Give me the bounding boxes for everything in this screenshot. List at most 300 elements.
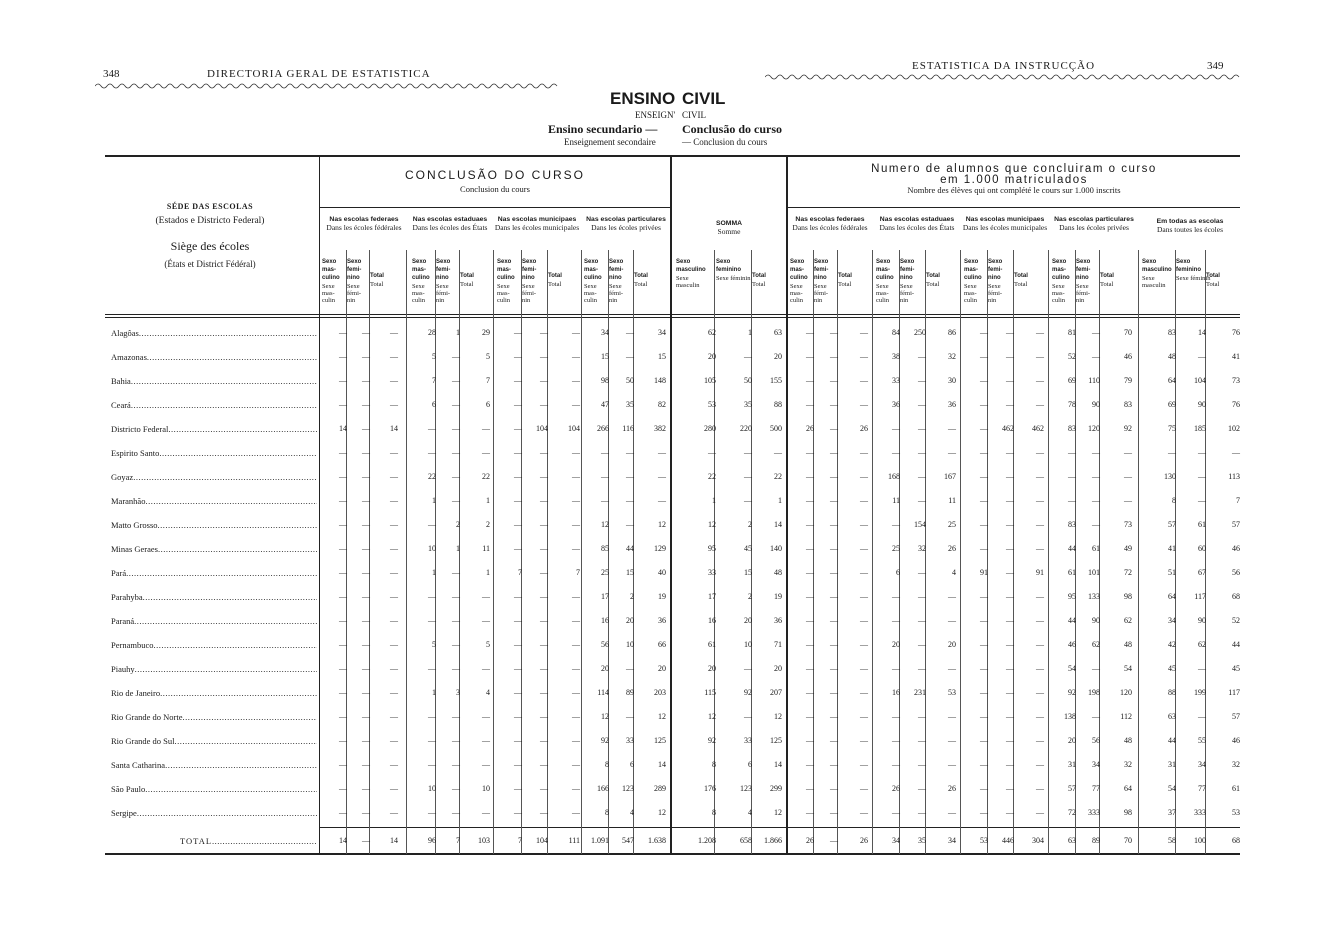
table-cell: 12	[658, 520, 666, 529]
right-group-rule	[786, 207, 1240, 208]
table-cell: —	[1092, 496, 1100, 505]
table-cell: 20	[948, 640, 956, 649]
table-cell: —	[658, 448, 666, 457]
table-cell: —	[572, 352, 580, 361]
table-cell: —	[980, 592, 988, 601]
col-head-total	[370, 272, 392, 288]
state-name	[111, 352, 317, 362]
table-cell: 83	[1068, 520, 1076, 529]
table-cell: —	[514, 352, 522, 361]
table-cell: —	[1036, 520, 1044, 529]
table-cell: —	[806, 544, 814, 553]
table-cell: —	[806, 592, 814, 601]
table-cell: 36	[892, 400, 900, 409]
table-cell: —	[830, 616, 838, 625]
table-cell: —	[339, 616, 347, 625]
table-cell: 76	[1232, 400, 1240, 409]
section-right-title-2: em 1.000 matriculados	[940, 174, 1088, 186]
table-cell: —	[1036, 736, 1044, 745]
state-name-text: Alagôas	[111, 328, 139, 338]
left-page-number: 348	[103, 68, 120, 80]
table-cell: —	[980, 352, 988, 361]
col-head-label-fr: Sexe fémi-nin	[900, 283, 915, 304]
col-head-label-fr: Sexe mas-culin	[876, 283, 889, 304]
table-cell: —	[860, 736, 868, 745]
table-cell: —	[540, 376, 548, 385]
group-right-particulares	[1050, 216, 1138, 232]
col-head-label-fr: Total	[548, 281, 562, 288]
table-cell: —	[362, 352, 370, 361]
table-cell: 61	[1198, 520, 1206, 529]
table-cell: 1	[486, 568, 490, 577]
table-cell: 12	[601, 712, 609, 721]
table-cell: 8	[712, 808, 716, 817]
table-cell: 20	[601, 664, 609, 673]
table-cell: 46	[1124, 352, 1132, 361]
table-cell: 12	[708, 712, 716, 721]
col-head-label: Total	[548, 273, 562, 279]
table-cell: —	[428, 712, 436, 721]
table-cell: 130	[1164, 472, 1176, 481]
table-cell: 231	[914, 688, 926, 697]
table-cell: —	[806, 808, 814, 817]
table-cell: —	[744, 712, 752, 721]
table-cell: —	[540, 736, 548, 745]
table-cell: —	[948, 712, 956, 721]
table-cell: 5	[486, 640, 490, 649]
table-cell: —	[806, 352, 814, 361]
right-page-number: 349	[1207, 60, 1224, 72]
table-cell: —	[514, 760, 522, 769]
state-name-text: Districto Federal	[111, 424, 169, 434]
table-cell: 33	[744, 736, 752, 745]
table-cell: 44	[1068, 616, 1076, 625]
table-cell: —	[892, 736, 900, 745]
table-cell: —	[428, 736, 436, 745]
table-cell: 25	[601, 568, 609, 577]
table-cell: —	[948, 760, 956, 769]
table-cell: 1.091	[591, 836, 609, 845]
table-cell: 20	[658, 664, 666, 673]
table-cell: 6	[896, 568, 900, 577]
table-cell: 7	[486, 376, 490, 385]
col-head-masc	[1052, 258, 1074, 304]
table-cell: 56	[1232, 568, 1240, 577]
subtitle-right-fr: — Conclusion du cours	[682, 137, 768, 147]
group-label-fr: Dans les écoles municipales	[494, 223, 580, 232]
table-cell: 138	[1064, 712, 1076, 721]
table-cell: 55	[1198, 736, 1206, 745]
state-name	[111, 472, 317, 482]
table-cell: 46	[1232, 736, 1240, 745]
table-cell: 11	[948, 496, 956, 505]
col-head-label-fr: Sexe fémi-nin	[609, 283, 624, 304]
table-cell: —	[514, 784, 522, 793]
subtitle-left-fr: Enseignement secondaire	[564, 137, 656, 147]
col-head-label-fr: Sexe mas-culin	[964, 283, 977, 304]
group-label: Nas escolas particulares	[1054, 216, 1134, 223]
col-head-label: Total	[634, 273, 648, 279]
table-cell: —	[428, 424, 436, 433]
table-cell: —	[339, 760, 347, 769]
table-cell: 62	[708, 328, 716, 337]
table-cell: —	[626, 328, 634, 337]
table-cell: —	[1006, 352, 1014, 361]
table-cell: 52	[1068, 352, 1076, 361]
table-cell: 1	[778, 496, 782, 505]
table-cell: —	[1068, 496, 1076, 505]
table-cell: 299	[770, 784, 782, 793]
table-cell: —	[572, 712, 580, 721]
table-cell: —	[362, 664, 370, 673]
table-row	[0, 322, 1326, 346]
table-cell: —	[1036, 352, 1044, 361]
table-cell: 111	[568, 836, 580, 845]
table-cell: —	[572, 808, 580, 817]
table-cell: —	[362, 640, 370, 649]
table-cell: 12	[601, 520, 609, 529]
col-head-label-fr: Total	[926, 281, 940, 288]
table-cell: 5	[486, 352, 490, 361]
table-cell: 95	[1068, 592, 1076, 601]
table-row	[0, 754, 1326, 778]
table-cell: —	[626, 352, 634, 361]
table-cell: —	[830, 496, 838, 505]
col-head-fem	[609, 258, 631, 304]
table-cell: —	[362, 376, 370, 385]
table-cell: —	[390, 808, 398, 817]
title-right-main: CIVIL	[682, 89, 726, 108]
table-cell: —	[428, 592, 436, 601]
table-cell: 12	[708, 520, 716, 529]
col-head-fem	[1076, 258, 1098, 304]
table-cell: —	[514, 400, 522, 409]
table-cell: —	[540, 544, 548, 553]
table-cell: —	[540, 448, 548, 457]
table-cell: —	[362, 784, 370, 793]
table-cell: 1.638	[648, 836, 666, 845]
table-cell: —	[860, 544, 868, 553]
col-head-label-fr: Total	[634, 281, 648, 288]
table-cell: —	[514, 664, 522, 673]
table-cell: 176	[704, 784, 716, 793]
table-cell: 1	[432, 688, 436, 697]
table-cell: —	[428, 520, 436, 529]
table-cell: —	[339, 784, 347, 793]
group-label-fr: Dans les écoles privées	[1059, 223, 1129, 232]
table-cell: —	[452, 640, 460, 649]
table-cell: —	[1006, 736, 1014, 745]
table-cell: —	[601, 472, 609, 481]
table-cell: 120	[1120, 688, 1132, 697]
table-cell: —	[744, 472, 752, 481]
group-label: Nas escolas federaes	[795, 216, 865, 223]
state-name	[111, 328, 317, 338]
table-cell: —	[514, 808, 522, 817]
table-cell: —	[428, 664, 436, 673]
col-head-label-fr: Total	[460, 281, 474, 288]
group-label-fr: Dans les écoles des États	[879, 223, 955, 232]
state-name	[111, 424, 317, 434]
table-cell: 68	[1232, 836, 1240, 845]
table-cell: —	[1006, 784, 1014, 793]
col-head-total	[634, 272, 656, 288]
table-cell: —	[860, 664, 868, 673]
table-cell: —	[806, 616, 814, 625]
table-cell: —	[1198, 496, 1206, 505]
table-cell: 91	[1036, 568, 1044, 577]
table-cell: 63	[1068, 836, 1076, 845]
table-cell: —	[572, 400, 580, 409]
section-left-subtitle: Conclusion du cours	[460, 184, 530, 194]
table-cell: —	[1036, 760, 1044, 769]
table-cell: —	[362, 328, 370, 337]
table-cell: 12	[774, 808, 782, 817]
table-cell: 333	[1194, 808, 1206, 817]
subtitle-right: Conclusão do curso	[682, 122, 783, 136]
table-cell: —	[540, 808, 548, 817]
table-cell: —	[918, 736, 926, 745]
table-cell: —	[1036, 400, 1044, 409]
table-cell: 22	[482, 472, 490, 481]
table-cell: 14	[339, 424, 347, 433]
table-cell: —	[390, 472, 398, 481]
table-cell: 203	[654, 688, 666, 697]
col-head-fem	[814, 258, 836, 304]
table-cell: 35	[918, 836, 926, 845]
table-cell: 95	[708, 544, 716, 553]
col-head-label: Sexo femi-nino	[609, 259, 624, 281]
table-cell: 83	[1168, 328, 1176, 337]
table-cell: —	[452, 808, 460, 817]
table-cell: —	[362, 544, 370, 553]
state-name-text: Amazonas	[111, 352, 147, 362]
table-cell: —	[514, 640, 522, 649]
table-cell: 62	[1092, 640, 1100, 649]
table-cell: —	[1124, 496, 1132, 505]
table-cell: —	[806, 376, 814, 385]
table-cell: 14	[658, 760, 666, 769]
table-cell: —	[339, 352, 347, 361]
state-name	[111, 760, 317, 770]
group-left-municipaes	[494, 216, 580, 232]
table-row	[0, 682, 1326, 706]
table-cell: 32	[1124, 760, 1132, 769]
table-cell: —	[806, 568, 814, 577]
table-cell: —	[1092, 352, 1100, 361]
table-cell: 382	[654, 424, 666, 433]
table-cell: 44	[1232, 640, 1240, 649]
table-cell: 34	[948, 836, 956, 845]
col-head-masc	[790, 258, 812, 304]
table-cell: —	[892, 592, 900, 601]
table-cell: —	[1092, 448, 1100, 457]
table-cell: 45	[744, 544, 752, 553]
table-cell: —	[390, 592, 398, 601]
table-cell: —	[514, 424, 522, 433]
table-cell: —	[1036, 640, 1044, 649]
table-cell: —	[830, 712, 838, 721]
col-head-label-fr: Sexe fémi-nin	[814, 283, 829, 304]
table-cell: —	[1036, 472, 1044, 481]
group-left-estaduaes	[408, 216, 492, 232]
table-cell: —	[390, 736, 398, 745]
table-cell: 20	[892, 640, 900, 649]
col-head-total	[1014, 272, 1036, 288]
table-cell: —	[892, 520, 900, 529]
table-cell: —	[1198, 664, 1206, 673]
table-cell: —	[830, 836, 838, 845]
group-somma	[672, 220, 786, 236]
table-cell: —	[390, 400, 398, 409]
table-cell: —	[860, 640, 868, 649]
group-label: Nas escolas estaduaes	[879, 216, 955, 223]
group-label-fr: Dans toutes les écoles	[1156, 225, 1224, 234]
table-cell: —	[980, 760, 988, 769]
table-cell: —	[806, 664, 814, 673]
table-cell: 462	[1002, 424, 1014, 433]
table-cell: 7	[456, 836, 460, 845]
table-cell: 22	[708, 472, 716, 481]
table-cell: —	[390, 664, 398, 673]
col-head-label: Sexo femi-nino	[814, 259, 829, 281]
table-cell: 45	[1232, 664, 1240, 673]
state-name	[111, 688, 317, 698]
table-cell: —	[806, 784, 814, 793]
table-cell: —	[918, 424, 926, 433]
table-cell: —	[1036, 328, 1044, 337]
table-cell: 52	[1232, 616, 1240, 625]
table-cell: —	[540, 496, 548, 505]
section-left-title: CONCLUSÃO DO CURSO	[404, 168, 586, 182]
table-cell: —	[860, 376, 868, 385]
table-cell: —	[390, 376, 398, 385]
col-head-label-fr: Total	[370, 281, 384, 288]
table-cell: —	[1092, 472, 1100, 481]
table-cell: —	[1036, 784, 1044, 793]
col-head-masc	[497, 258, 519, 304]
table-top-rule	[105, 155, 1240, 157]
table-cell: 166	[597, 784, 609, 793]
table-cell: 34	[658, 328, 666, 337]
left-running-title: DIRECTORIA GERAL DE ESTATISTICA	[207, 68, 431, 80]
table-cell: 57	[1232, 712, 1240, 721]
table-cell: —	[948, 808, 956, 817]
table-cell: 48	[774, 568, 782, 577]
table-cell: —	[806, 448, 814, 457]
table-cell: —	[1092, 520, 1100, 529]
table-cell: —	[452, 784, 460, 793]
table-cell: 19	[658, 592, 666, 601]
table-cell: 96	[428, 836, 436, 845]
table-cell: —	[1036, 688, 1044, 697]
table-cell: 26	[948, 784, 956, 793]
table-cell: 117	[1228, 688, 1240, 697]
table-cell: —	[860, 400, 868, 409]
table-cell: —	[980, 784, 988, 793]
table-cell: —	[1124, 472, 1132, 481]
table-cell: —	[482, 424, 490, 433]
table-cell: 26	[892, 784, 900, 793]
group-left-federaes	[322, 216, 406, 232]
table-cell: —	[339, 808, 347, 817]
table-cell: 116	[622, 424, 634, 433]
table-cell: 83	[1068, 424, 1076, 433]
table-cell: 16	[708, 616, 716, 625]
table-cell: 123	[740, 784, 752, 793]
table-cell: —	[390, 496, 398, 505]
table-cell: —	[830, 400, 838, 409]
table-cell: —	[806, 472, 814, 481]
table-cell: —	[452, 400, 460, 409]
col-head-label: Total	[1014, 273, 1028, 279]
table-cell: —	[860, 520, 868, 529]
total-top-rule	[320, 827, 1240, 828]
table-cell: 90	[1092, 400, 1100, 409]
table-cell: —	[362, 688, 370, 697]
table-cell: 154	[914, 520, 926, 529]
table-cell: —	[362, 448, 370, 457]
table-cell: —	[918, 472, 926, 481]
table-cell: 199	[1194, 688, 1206, 697]
table-cell: 115	[704, 688, 716, 697]
table-cell: 62	[1198, 640, 1206, 649]
table-cell: 75	[1168, 424, 1176, 433]
table-cell: 26	[860, 836, 868, 845]
table-cell: 148	[654, 376, 666, 385]
table-cell: 47	[601, 400, 609, 409]
table-cell: 1	[456, 328, 460, 337]
table-cell: —	[362, 592, 370, 601]
table-cell: —	[362, 616, 370, 625]
table-cell: 50	[744, 376, 752, 385]
table-cell: 7	[518, 836, 522, 845]
table-cell: 266	[597, 424, 609, 433]
col-head-label: Sexo feminino	[1176, 259, 1201, 273]
left-wavy-rule	[95, 82, 560, 90]
table-cell: —	[1198, 352, 1206, 361]
table-cell: —	[626, 520, 634, 529]
table-cell: 6	[630, 760, 634, 769]
table-cell: —	[918, 640, 926, 649]
table-row	[0, 778, 1326, 802]
table-cell: —	[1092, 664, 1100, 673]
table-cell: 15	[626, 568, 634, 577]
state-name-text: Espirito Santo	[111, 448, 160, 458]
table-cell: 68	[1232, 592, 1240, 601]
table-row	[0, 802, 1326, 826]
table-row	[0, 586, 1326, 610]
table-cell: 83	[1124, 400, 1132, 409]
table-cell: —	[948, 736, 956, 745]
table-cell: 11	[482, 544, 490, 553]
col-head-label: Sexo femi-nino	[1076, 259, 1091, 281]
col-head-label-fr: Sexe fémi-nin	[347, 283, 362, 304]
title-left-main: ENSINO	[610, 89, 676, 108]
table-cell: 56	[601, 640, 609, 649]
col-head-masc	[676, 258, 712, 289]
table-cell: 98	[601, 376, 609, 385]
table-cell: —	[540, 712, 548, 721]
table-cell: 20	[774, 352, 782, 361]
table-cell: 8	[605, 760, 609, 769]
table-cell: —	[806, 328, 814, 337]
state-name-text: Ceará	[111, 400, 131, 410]
col-head-label: Sexo femi-nino	[347, 259, 362, 281]
table-cell: —	[1006, 808, 1014, 817]
table-cell: 34	[1198, 760, 1206, 769]
table-cell: —	[572, 592, 580, 601]
